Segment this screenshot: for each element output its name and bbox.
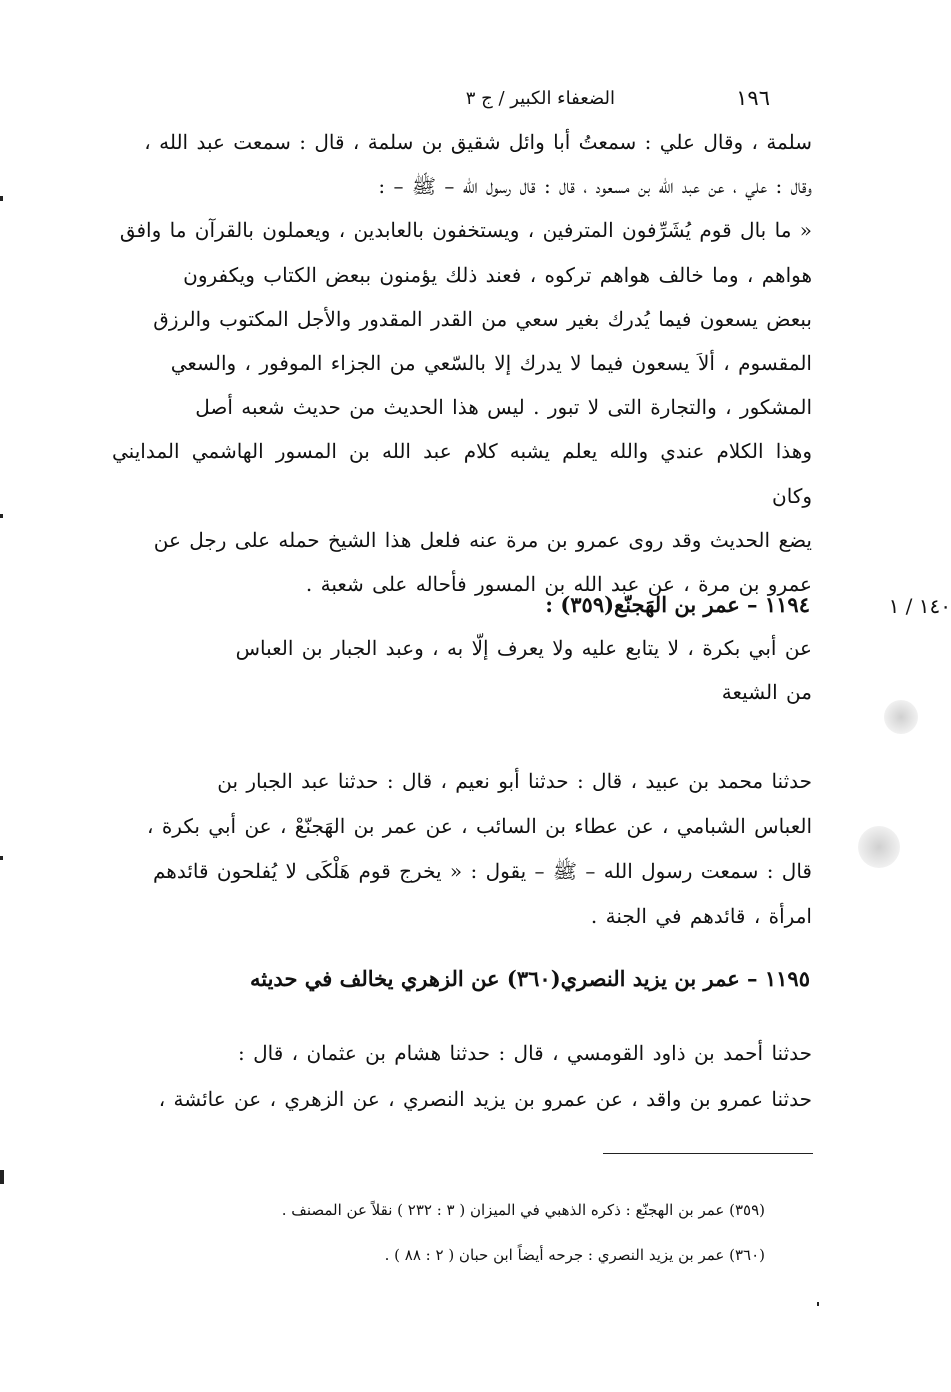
main-text-block-1 (112, 120, 812, 606)
text-line: يضع الحديث وقد روى عمرو بن مرة عنه فلعل هذا الشيخ حمله على رجل عن (153, 527, 812, 552)
text-line: ببعض يسعون فيما يُدرك بغير سعي من القدر المقدور والأجل المكتوب والرزق (153, 306, 812, 331)
text-line: عمرو بن مرة ، عن عبد الله بن المسور فأحاله على شعبة . (305, 572, 812, 597)
text-line: من الشيعة (721, 680, 812, 704)
text-line: هواهم ، وما خالف هواهم تركوه ، فعند ذلك يؤمنون ببعض الكتاب ويكفرون (183, 262, 812, 287)
footnote-360: (٣٦٠) عمر بن يزيد النصري : جرحه أيضاً ابن حبان ( ٢ : ٨٨ ) . (384, 1246, 765, 1264)
scan-speck (0, 856, 3, 860)
entry-heading-1194: ١١٩٤ – عمر بن الهَجنّع(٣٥٩) : (545, 592, 810, 617)
entry-1194-hadith (112, 759, 812, 939)
text-line: وهذا الكلام عندي والله يعلم يشبه كلام عبد الله بن المسور الهاشمي المدايني وكان (112, 439, 812, 508)
running-header (330, 86, 770, 118)
text-line: حدثنا أحمد بن ذاود القومسي ، قال : حدثنا هشام بن عثمان ، قال : (238, 1041, 812, 1065)
scan-speck (817, 1302, 819, 1306)
text-line: المشكور ، والتجارة التى لا تبور . ليس هذا الحديث من حديث شعبه أصل (195, 395, 812, 420)
scan-speck (0, 196, 3, 201)
scan-speck (0, 514, 3, 518)
page-number: ١٩٦ (736, 86, 770, 110)
text-line: المقسوم ، ألاَ يسعون فيما لا يدرك إلا بالسّعي من الجزاء الموفور ، والسعي (170, 351, 812, 376)
scan-speck (0, 1170, 4, 1184)
running-title: الضعفاء الكبير / ج ٣ (465, 88, 615, 109)
entry-1195-text (112, 1030, 812, 1122)
text-line: سلمة ، وقال علي : سمعتُ أبا وائل شقيق بن سلمة ، قال : سمعت عبد الله ، (144, 130, 812, 154)
scan-smudge (884, 700, 918, 734)
entry-1194-description (112, 626, 812, 714)
text-line: العباس الشبامي ، عن عطاء بن السائب ، عن عمر بن الهَجنّعْ ، عن أبي بكرة ، (147, 814, 812, 838)
text-line: وقال : علي ، عن عبد الله بن مسعود ، قال : قال رسول الله – ﷺ – : (378, 174, 812, 199)
text-line: امرأة ، قائدهم في الجنة . (590, 904, 812, 928)
footnote-separator (603, 1153, 813, 1154)
text-line: حدثنا محمد بن عبيد ، قال : حدثنا أبو نعيم ، قال : حدثنا عبد الجبار بن (217, 769, 812, 793)
text-line: عن أبي بكرة ، لا يتابع عليه ولا يعرف إلّا به ، وعبد الجبار بن العباس (235, 636, 812, 660)
footnote-359: (٣٥٩) عمر بن الهجنّع : ذكره الذهبي في الميزان ( ٣ : ٢٣٢ ) نقلاً عن المصنف . (281, 1201, 765, 1219)
entry-heading-1195: ١١٩٥ – عمر بن يزيد النصري(٣٦٠) عن الزهري يخالف في حديثه (249, 966, 810, 991)
scan-smudge (858, 826, 900, 868)
margin-reference: ١٤٠ / ١ (888, 594, 951, 618)
text-line: قال : سمعت رسول الله – ﷺ – يقول : « يخرج قوم هَلْكَى لا يُفلحون قائدهم (152, 859, 812, 883)
text-line: حدثنا عمرو بن واقد ، عن عمرو بن يزيد النصري ، عن الزهري ، عن عائشة ، (158, 1087, 812, 1111)
text-line: « ما بال قوم يُشَرِّفون المترفين ، ويستخفون بالعابدين ، ويعملون بالقرآن ما وافق (119, 218, 812, 243)
